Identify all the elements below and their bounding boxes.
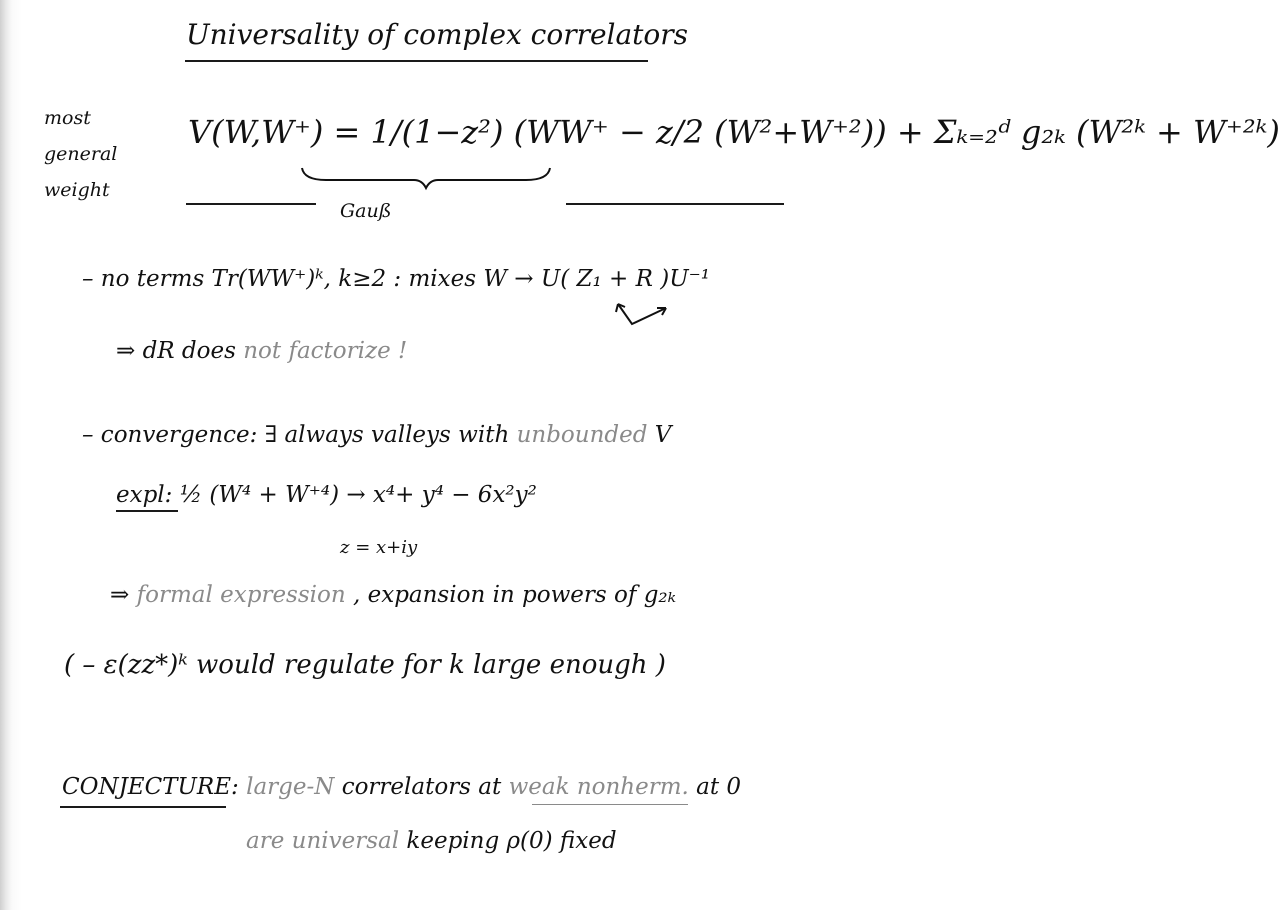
example-label: expl: [116, 482, 173, 508]
note-convergence [82, 422, 671, 448]
page-title: Universality of complex correlators [186, 18, 689, 51]
conjecture-rest: keeping ρ(0) fixed [399, 828, 617, 854]
equation-underline-right [566, 203, 784, 205]
note-convergence-faint: unbounded [516, 422, 648, 448]
note-factorize-prefix: ⇒ dR does [116, 338, 244, 364]
potential-equation: V(W,W⁺) = 1/(1−z²) (WW⁺ − z/2 (W²+W⁺²)) + Σₖ₌₂ᵈ g₂ₖ (W²ᵏ + W⁺²ᵏ) [188, 113, 1280, 151]
gauss-label: Gauß [340, 200, 392, 222]
note-regulator: ( – ε(zz*)ᵏ would regulate for k large enough ) [64, 650, 666, 680]
example-underline [116, 510, 178, 512]
conjecture-line-1 [62, 774, 741, 800]
note-example [116, 482, 537, 508]
note-no-terms: – no terms Tr(WW⁺)ᵏ, k≥2 : mixes W → U( Z₁ + R )U⁻¹ [82, 266, 710, 292]
conjecture-end: at 0 [688, 774, 742, 800]
note-z-definition: z = x+iy [340, 537, 418, 558]
note-convergence-suffix: V [647, 422, 672, 448]
formal-faint: formal expression [136, 582, 346, 608]
conjecture-underline [60, 806, 226, 808]
conjecture-label: CONJECTURE: [62, 774, 239, 800]
note-formal-expression [110, 582, 676, 608]
conjecture-faint-2: weak nonherm. [508, 774, 689, 800]
side-label [44, 100, 117, 208]
conjecture-line-2 [246, 828, 617, 854]
side-label-line-2: general [44, 143, 118, 165]
note-factorize-faint: not factorize ! [243, 338, 408, 364]
conjecture-faint-1: large-N [238, 774, 335, 800]
note-factorize [116, 338, 407, 364]
example-formula: ½ (W⁴ + W⁺⁴) → x⁴+ y⁴ − 6x²y² [172, 482, 537, 508]
side-label-line-1: most [44, 107, 91, 129]
formal-prefix: ⇒ [110, 582, 137, 608]
weak-nonherm-underline [532, 804, 688, 805]
equation-underline-left [186, 203, 316, 205]
conjecture-mid: correlators at [334, 774, 509, 800]
conjecture-faint-3: are universal [246, 828, 400, 854]
title-underline [185, 60, 648, 62]
note-convergence-prefix: – convergence: ∃ always valleys with [82, 422, 517, 448]
formal-suffix: , expansion in powers of g₂ₖ [345, 582, 677, 608]
side-label-line-3: weight [44, 179, 110, 201]
double-arrow-icon [610, 300, 680, 330]
underbrace-icon [298, 166, 554, 190]
